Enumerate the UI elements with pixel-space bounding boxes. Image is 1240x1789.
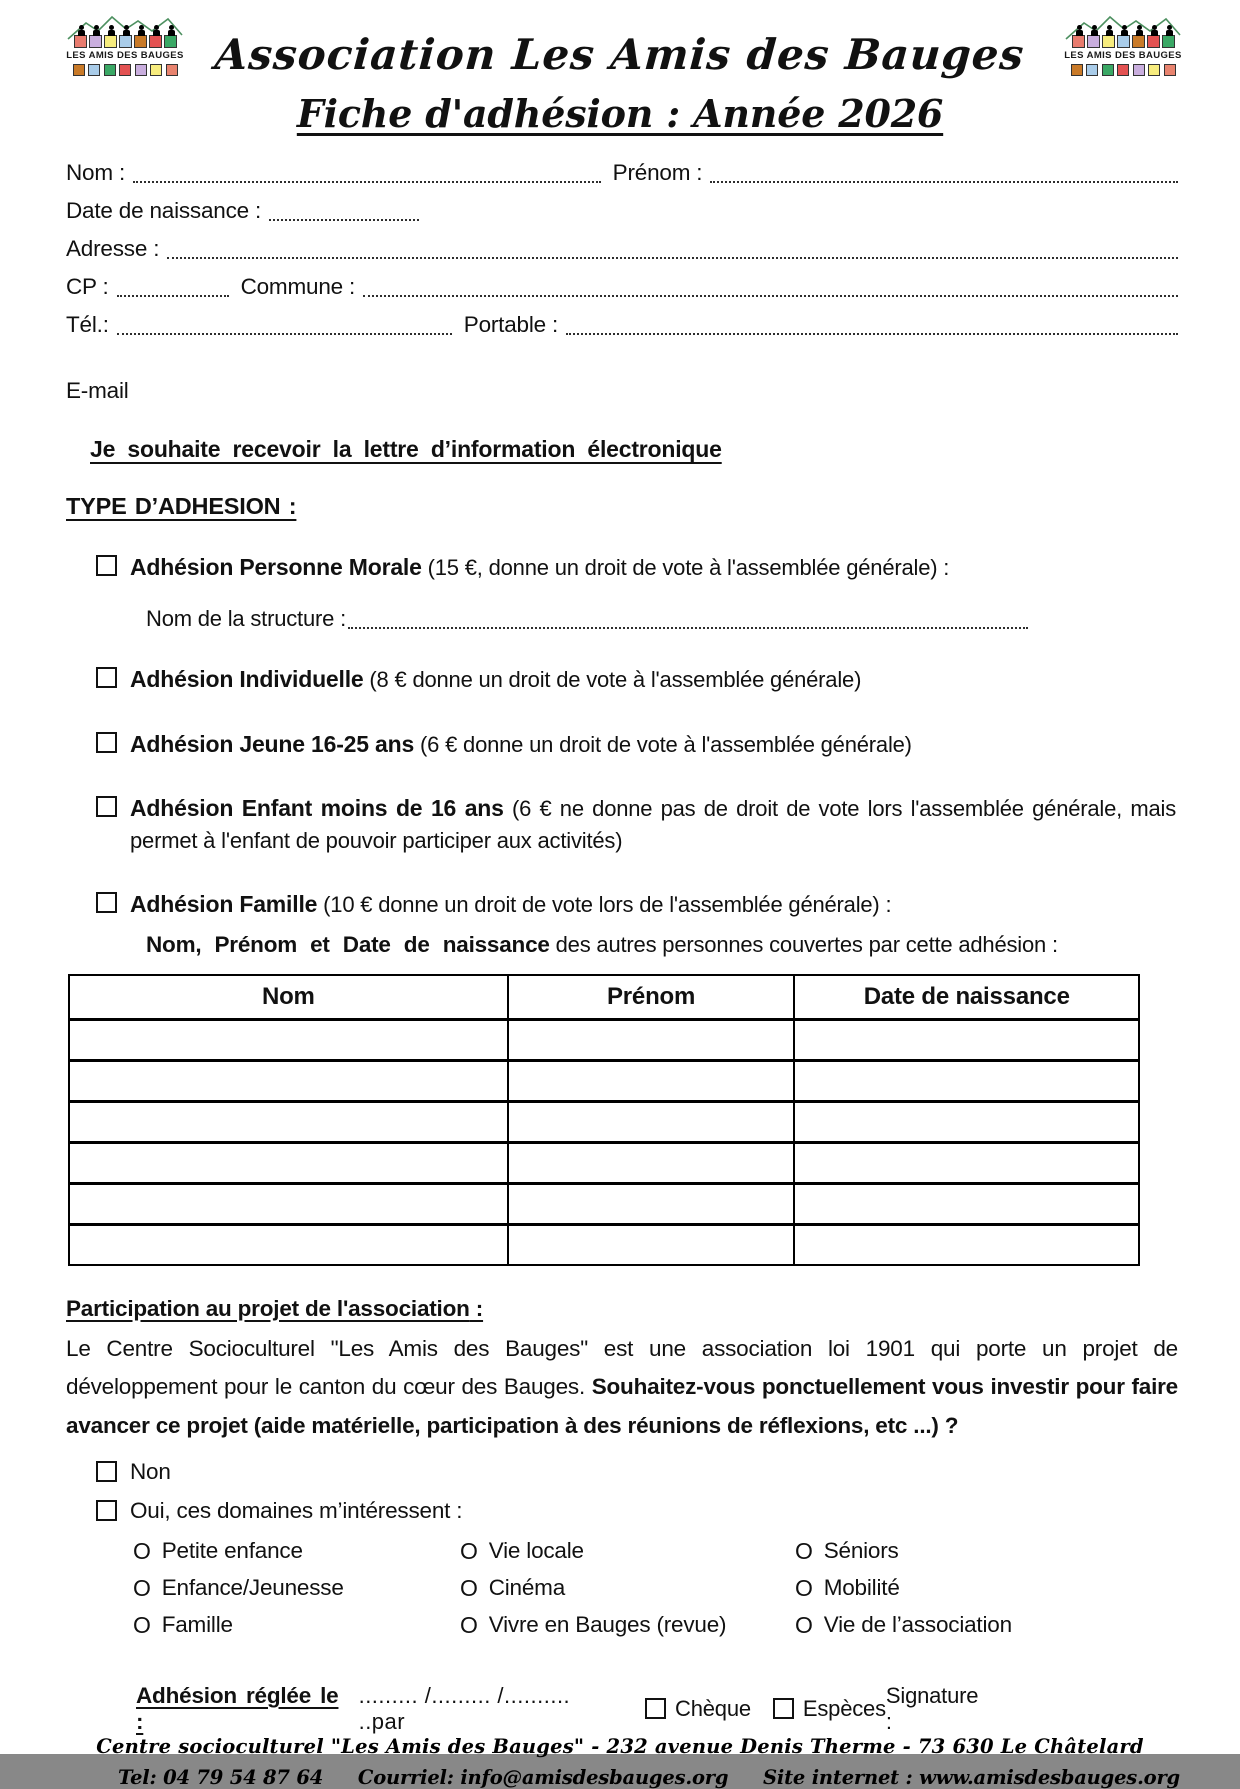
table-cell[interactable]: [508, 1224, 795, 1265]
col-header-nom: Nom: [69, 975, 508, 1020]
logo-figures-row: [64, 35, 186, 48]
option-personne-morale: [66, 551, 1178, 584]
prenom-label: Prénom :: [612, 160, 703, 185]
row-adresse: [66, 236, 1178, 262]
logo-square: [1162, 35, 1175, 48]
non-checkbox[interactable]: [96, 1461, 117, 1482]
logo-squares-row: [1062, 64, 1184, 76]
adresse-input[interactable]: [167, 237, 1178, 259]
row-nom-prenom: [66, 160, 1178, 186]
naissance-input[interactable]: [269, 199, 419, 221]
cp-input[interactable]: [117, 275, 229, 297]
table-cell[interactable]: [508, 1101, 795, 1142]
table-row: [69, 1224, 1139, 1265]
signature-label: Signature :: [885, 1682, 979, 1734]
radio-circle-icon[interactable]: O: [133, 1537, 151, 1564]
logo-square: [1117, 35, 1130, 48]
interest-mobilite: O Mobilité: [795, 1574, 900, 1601]
option-label: Adhésion Famille: [130, 891, 318, 918]
logo-square: [134, 35, 147, 48]
portable-input[interactable]: [566, 313, 1178, 335]
radio-circle-icon[interactable]: O: [795, 1537, 813, 1564]
radio-circle-icon[interactable]: O: [795, 1611, 813, 1638]
adresse-label: Adresse :: [66, 236, 160, 261]
prenom-input[interactable]: [710, 161, 1178, 183]
association-logo-right: [1062, 14, 1184, 76]
table-cell[interactable]: [69, 1060, 508, 1101]
radio-circle-icon[interactable]: O: [795, 1574, 813, 1601]
email-label: E-mail: [66, 378, 129, 403]
option-details: (6 € donne un droit de vote à l'assemblée générale): [420, 731, 912, 757]
table-cell[interactable]: [69, 1019, 508, 1060]
option-details: (15 €, donne un droit de vote à l'assemblée générale) :: [427, 555, 950, 580]
interest-famille: O Famille: [133, 1611, 233, 1638]
footer-address: Centre socioculturel "Les Amis des Bauges" - 232 avenue Denis Therme - 73 630 Le Châtelard: [96, 1734, 1144, 1758]
nom-input[interactable]: [133, 161, 601, 183]
logo-square: [1102, 35, 1115, 48]
footer-email: Courriel: info@amisdesbauges.org: [357, 1765, 729, 1789]
option-individuelle: [66, 663, 1178, 696]
newsletter-statement: Je souhaite recevoir la lettre d’information électronique: [90, 436, 722, 462]
logo-square: [1087, 35, 1100, 48]
option-famille: [66, 888, 1178, 921]
logo-caption: LES AMIS DES BAUGES: [1064, 50, 1182, 61]
participation-paragraph: Le Centre Socioculturel "Les Amis des Bauges" est une association loi 1901 qui porte un projet de développement pour le canton du cœur des Bauges. Souhaitez-vous ponctuellement vous investir pour faire avancer ce projet (aide matérielle, participation à des réunions de réflexions, etc ...) ?: [66, 1335, 1178, 1438]
interest-vie-association: O Vie de l’association: [795, 1611, 1012, 1638]
table-cell[interactable]: [794, 1183, 1139, 1224]
footer-contacts: [0, 1758, 1240, 1789]
table-cell[interactable]: [794, 1060, 1139, 1101]
tel-input[interactable]: [117, 313, 452, 335]
option-label: Adhésion Enfant moins de 16 ans: [130, 795, 504, 822]
table-cell[interactable]: [794, 1142, 1139, 1183]
table-header-row: [69, 975, 1139, 1020]
logo-squares-row: [64, 64, 186, 76]
choice-oui: [66, 1498, 1178, 1524]
interest-seniors: O Séniors: [795, 1537, 899, 1564]
interest-petite-enfance: O Petite enfance: [133, 1537, 303, 1564]
naissance-label: Date de naissance :: [66, 198, 262, 223]
row-cp-commune: [66, 274, 1178, 300]
table-cell[interactable]: [794, 1019, 1139, 1060]
family-members-table: [68, 974, 1140, 1266]
logo-square: [1147, 35, 1160, 48]
interest-domains-grid: [133, 1538, 1178, 1639]
famille-note-bold: Nom, Prénom et Date de naissance: [146, 931, 550, 957]
option-enfant: [66, 792, 1178, 857]
form-footer: [0, 1735, 1240, 1789]
page-title: Fiche d'adhésion : Année 2026: [296, 91, 944, 136]
logo-square: [135, 64, 147, 76]
famille-note: [146, 932, 1178, 958]
table-row: [69, 1101, 1139, 1142]
table-row: [69, 1019, 1139, 1060]
table-cell[interactable]: [794, 1101, 1139, 1142]
logo-square: [150, 64, 162, 76]
logo-square: [1086, 64, 1098, 76]
option-details: (8 € donne un droit de vote à l'assemblée générale): [369, 667, 862, 693]
jeune-checkbox[interactable]: [96, 732, 117, 753]
logo-square: [149, 35, 162, 48]
logo-square: [1148, 64, 1160, 76]
payment-label: Adhésion réglée le :: [136, 1682, 339, 1734]
interest-enfance-jeunesse: O Enfance/Jeunesse: [133, 1574, 344, 1601]
tel-label: Tél.:: [66, 312, 109, 337]
logo-square: [88, 64, 100, 76]
table-cell[interactable]: [508, 1142, 795, 1183]
logo-square: [1164, 64, 1176, 76]
logo-square: [166, 64, 178, 76]
logo-square: [104, 35, 117, 48]
option-label: Adhésion Jeune 16-25 ans: [130, 730, 415, 757]
logo-square: [119, 35, 132, 48]
logo-square: [1117, 64, 1129, 76]
non-label: Non: [130, 1458, 171, 1484]
table-cell[interactable]: [69, 1142, 508, 1183]
footer-website: Site internet : www.amisdesbauges.org: [763, 1765, 1180, 1789]
radio-circle-icon[interactable]: O: [460, 1574, 478, 1601]
commune-input[interactable]: [363, 275, 1178, 297]
famille-note-rest: des autres personnes couvertes par cette adhésion :: [549, 931, 1058, 957]
table-row: [69, 1142, 1139, 1183]
cheque-checkbox[interactable]: [645, 1698, 666, 1719]
cheque-label: Chèque: [675, 1695, 751, 1721]
oui-checkbox[interactable]: [96, 1500, 117, 1521]
table-cell[interactable]: [794, 1224, 1139, 1265]
commune-label: Commune :: [240, 274, 356, 299]
logo-square: [164, 35, 177, 48]
structure-label: Nom de la structure :: [146, 606, 346, 632]
interest-vie-locale: O Vie locale: [460, 1537, 584, 1564]
table-row: [69, 1183, 1139, 1224]
option-label: Adhésion Personne Morale: [130, 554, 422, 580]
logo-square: [74, 35, 87, 48]
logo-square: [1133, 64, 1145, 76]
especes-checkbox[interactable]: [773, 1698, 794, 1719]
nom-label: Nom :: [66, 160, 126, 185]
personne-morale-checkbox[interactable]: [96, 555, 117, 576]
footer-tel: Tel: 04 79 54 87 64: [118, 1765, 324, 1789]
table-cell[interactable]: [508, 1019, 795, 1060]
table-cell[interactable]: [508, 1183, 795, 1224]
table-cell[interactable]: [508, 1060, 795, 1101]
logo-square: [1072, 35, 1085, 48]
table-cell[interactable]: [69, 1183, 508, 1224]
enfant-checkbox[interactable]: [96, 796, 117, 817]
logo-square: [1132, 35, 1145, 48]
payment-row: [66, 1683, 1178, 1735]
individuelle-checkbox[interactable]: [96, 667, 117, 688]
table-row: [69, 1060, 1139, 1101]
row-naissance: [66, 198, 1178, 224]
structure-name-row: [146, 606, 1178, 632]
radio-circle-icon[interactable]: O: [460, 1537, 478, 1564]
portable-label: Portable :: [463, 312, 559, 337]
logo-caption: LES AMIS DES BAUGES: [66, 50, 184, 61]
logo-square: [89, 35, 102, 48]
cp-label: CP :: [66, 274, 109, 299]
famille-checkbox[interactable]: [96, 892, 117, 913]
interest-vivre-en-bauges: O Vivre en Bauges (revue): [460, 1611, 727, 1638]
participation-title: Participation au projet de l'association :: [66, 1295, 484, 1321]
table-cell[interactable]: [69, 1224, 508, 1265]
row-email: [66, 378, 1178, 404]
logo-square: [119, 64, 131, 76]
col-header-prenom: Prénom: [508, 975, 795, 1020]
table-cell[interactable]: [69, 1101, 508, 1142]
association-logo-left: [64, 14, 186, 76]
col-header-naissance: Date de naissance: [794, 975, 1139, 1020]
logo-square: [104, 64, 116, 76]
option-details: (10 € donne un droit de vote lors de l'assemblée générale) :: [323, 892, 892, 918]
association-title: Association Les Amis des Bauges: [213, 30, 1027, 79]
logo-square: [73, 64, 85, 76]
logo-square: [1071, 64, 1083, 76]
personal-fields: [66, 160, 1178, 404]
option-label: Adhésion Individuelle: [130, 666, 364, 693]
especes-label: Espèces: [802, 1695, 886, 1721]
logo-square: [1102, 64, 1114, 76]
interest-cinema: O Cinéma: [460, 1574, 566, 1601]
logo-figures-row: [1062, 35, 1184, 48]
option-details: (6 € ne donne pas de droit de vote lors l'assemblée générale, mais permet à l'enfant de pouvoir participer aux activités): [130, 796, 1176, 854]
radio-circle-icon[interactable]: O: [460, 1611, 478, 1638]
oui-label: Oui, ces domaines m’intéressent :: [130, 1497, 463, 1523]
choice-non: [66, 1459, 1178, 1485]
radio-circle-icon[interactable]: O: [133, 1574, 151, 1601]
membership-section-title: TYPE D’ADHESION :: [66, 493, 297, 519]
structure-input[interactable]: [348, 607, 1028, 629]
row-tel-portable: [66, 312, 1178, 338]
option-jeune: [66, 728, 1178, 761]
radio-circle-icon[interactable]: O: [133, 1611, 151, 1638]
form-header: [0, 0, 1240, 136]
payment-date-input[interactable]: ......... /......... /.......... ..par: [358, 1682, 571, 1734]
